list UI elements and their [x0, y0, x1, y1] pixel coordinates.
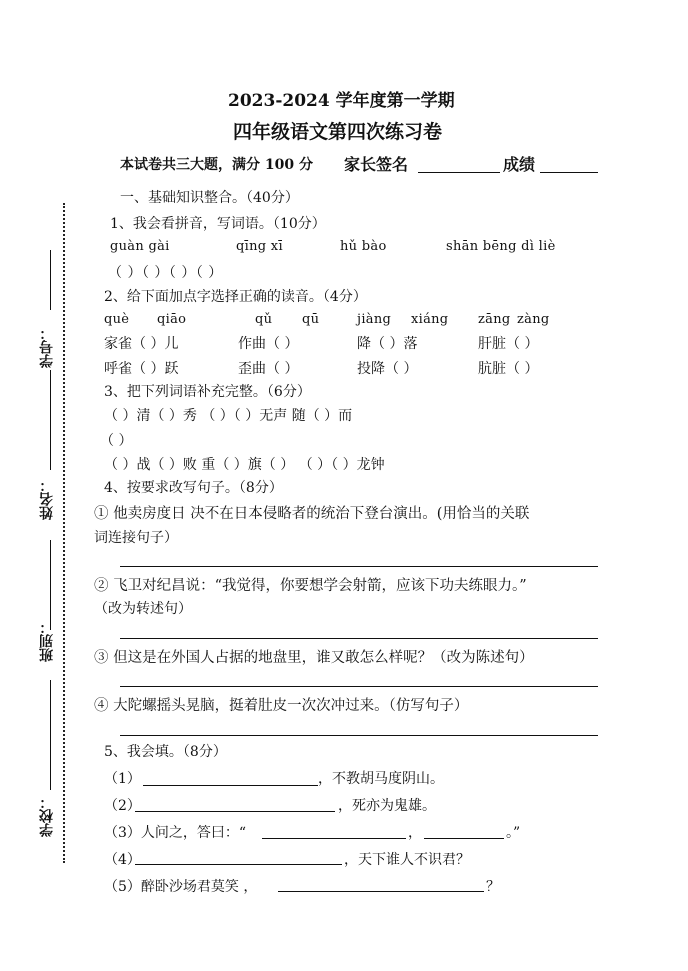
q5-line2-blank[interactable]: [135, 811, 335, 812]
name-label: 姓名：: [39, 478, 55, 520]
q5-line5-prefix: （5）醉卧沙场君莫笑 ，: [104, 879, 258, 895]
q4-title: 4、按要求改写句子。（8分）: [104, 480, 283, 496]
q2-pinyin-qiao: qiāo: [157, 312, 187, 327]
q2-pinyin-qu1: qū: [302, 312, 320, 327]
q5-line5-blank[interactable]: [278, 891, 484, 892]
q3-line-3[interactable]: （ ）战（ ）败 重（ ）旗（ ） （ ）（ ）龙钟: [104, 457, 385, 473]
q4-sentence-3: ③ 但这是在外国人占据的地盘里，谁又敢怎么样呢？（改为陈述句）: [94, 650, 534, 666]
q2-item-5[interactable]: 呼雀（ ）跃: [104, 361, 179, 377]
class-label: 班别：: [39, 620, 55, 662]
q5-line4-number: （4）: [104, 852, 141, 868]
q2-title: 2、给下面加点字选择正确的读音。（4分）: [104, 289, 367, 305]
section1-title: 一、基础知识整合。（40分）: [120, 190, 299, 206]
q3-line-2[interactable]: （ ）: [100, 433, 133, 449]
q2-item-4[interactable]: 肝脏（ ）: [478, 336, 539, 352]
q4-sentence-1a: ① 他卖房度日 决不在日本侵略者的统治下登台演出。(用恰当的关联: [94, 506, 530, 522]
q3-title: 3、把下列词语补充完整。（6分）: [104, 384, 311, 400]
q4-sentence-1b: 词连接句子）: [94, 530, 178, 546]
q4-sentence-2a: ② 飞卫对纪昌说：“我觉得，你要想学会射箭，应该下功夫练眼力。”: [94, 578, 527, 594]
school-line: [50, 680, 51, 790]
q5-line5-end: ？: [486, 879, 500, 895]
q5-line1-text: ，不教胡马度阴山。: [318, 771, 444, 787]
q3-line-1[interactable]: （ ）清（ ）秀 （ ）（ ）无声 随（ ）而: [104, 408, 353, 424]
q5-line1-blank[interactable]: [143, 785, 318, 786]
q5-line3-prefix: （3）人问之，答曰：“: [104, 825, 247, 841]
class-line: [50, 540, 51, 630]
q1-answer-blanks[interactable]: （ ）（ ）（ ）（ ）: [108, 265, 223, 281]
q5-line3-comma: ，: [408, 825, 422, 841]
q4-answer-line-3[interactable]: [120, 686, 598, 687]
student-id-line: [50, 250, 51, 310]
name-line: [50, 370, 51, 470]
exam-title: 四年级语文第四次练习卷: [233, 121, 443, 143]
q1-pinyin-2: qīng xī: [236, 239, 283, 254]
q5-line2-number: （2）: [104, 798, 141, 814]
q1-pinyin-1: guàn gài: [110, 239, 170, 254]
q2-pinyin-que: què: [104, 312, 130, 327]
q5-line3-blank-1[interactable]: [262, 838, 406, 839]
q2-pinyin-xiang: xiáng: [411, 312, 449, 327]
q4-answer-line-1[interactable]: [120, 566, 598, 567]
exam-info: 本试卷共三大题，满分 100 分: [120, 157, 313, 173]
q5-line2-text: ，死亦为鬼雄。: [338, 798, 436, 814]
q5-line4-text: ，天下谁人不识君？: [344, 852, 470, 868]
q5-line3-end: 。”: [506, 825, 521, 841]
q2-item-7[interactable]: 投降（ ）: [357, 361, 418, 377]
q2-pinyin-zang4: zàng: [517, 312, 550, 327]
q1-title: 1、我会看拼音，写词语。（10分）: [110, 216, 326, 232]
q2-pinyin-jiang: jiàng: [357, 312, 392, 327]
q2-item-3[interactable]: 降（ ）落: [357, 336, 418, 352]
q4-answer-line-2[interactable]: [120, 638, 598, 639]
q4-sentence-4: ④ 大陀螺摇头晃脑，挺着肚皮一次次冲过来。（仿写句子）: [94, 698, 469, 714]
q1-pinyin-3: hǔ bào: [340, 239, 387, 254]
q5-line1-number: （1）: [104, 771, 141, 787]
binding-dotted-line: [63, 203, 65, 863]
q2-pinyin-qu3: qǔ: [255, 312, 273, 327]
score-label: 成绩: [503, 155, 536, 174]
q2-item-6[interactable]: 歪曲（ ）: [238, 361, 299, 377]
q4-answer-line-4[interactable]: [120, 735, 598, 736]
parent-sign-field[interactable]: [418, 172, 500, 173]
q2-item-8[interactable]: 肮脏（ ）: [478, 361, 539, 377]
school-label: 学校：: [39, 795, 55, 837]
parent-sign-label: 家长签名: [344, 155, 409, 174]
q2-item-2[interactable]: 作曲（ ）: [238, 336, 299, 352]
q1-pinyin-4: shān bēng dì liè: [446, 239, 556, 254]
q5-line4-blank[interactable]: [135, 864, 342, 865]
q2-item-1[interactable]: 家雀（ ）儿: [104, 336, 179, 352]
q5-line3-blank-2[interactable]: [424, 838, 504, 839]
score-field[interactable]: [540, 172, 598, 173]
q2-pinyin-zang1: zāng: [478, 312, 511, 327]
q5-title: 5、我会填。（8分）: [104, 744, 227, 760]
q4-sentence-2b: （改为转述句）: [94, 601, 192, 617]
student-id-label: 学号：: [39, 326, 55, 368]
term-title: 2023-2024 学年度第一学期: [228, 91, 455, 111]
